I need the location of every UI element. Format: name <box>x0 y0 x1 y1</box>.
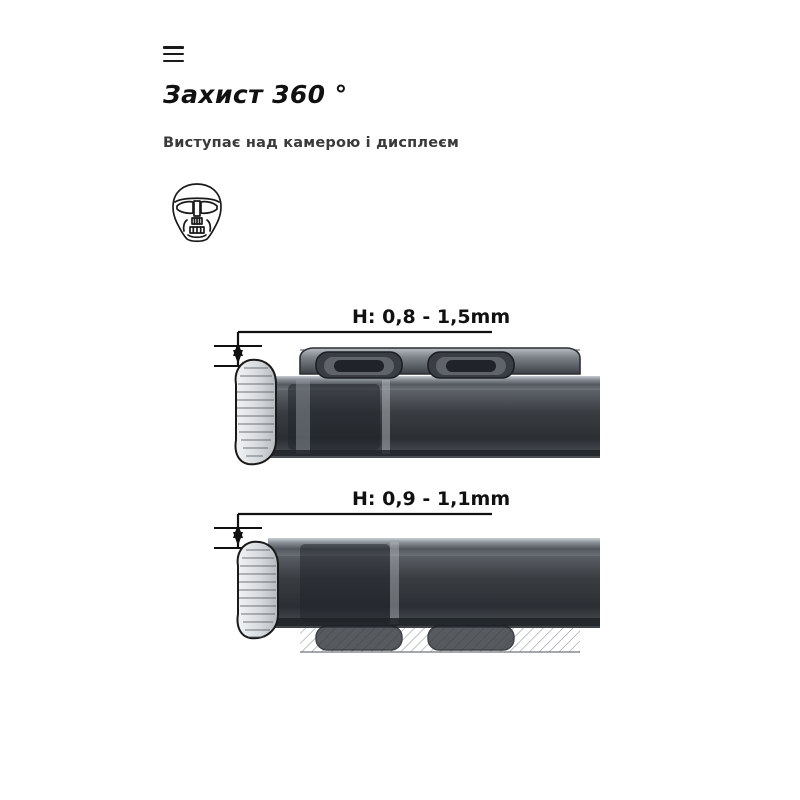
phone-case-profile-diagram <box>0 280 800 680</box>
hamburger-bar-3 <box>163 60 184 63</box>
top-dimension-label: H: 0,8 - 1,5mm <box>352 306 511 328</box>
page-subtitle: Виступає над камерою і дисплеєм <box>163 135 460 151</box>
hamburger-menu-icon[interactable] <box>163 46 187 68</box>
bottom-dimension-label: H: 0,9 - 1,1mm <box>352 488 511 510</box>
hamburger-bar-1 <box>163 46 184 49</box>
top-profile-group <box>214 332 600 464</box>
page-title: Захист 360 ° <box>163 80 348 109</box>
stormtrooper-helmet-logo <box>163 180 231 246</box>
hamburger-bar-2 <box>163 53 184 56</box>
bottom-profile-group <box>214 514 600 652</box>
page-footer-spacer <box>0 760 800 761</box>
